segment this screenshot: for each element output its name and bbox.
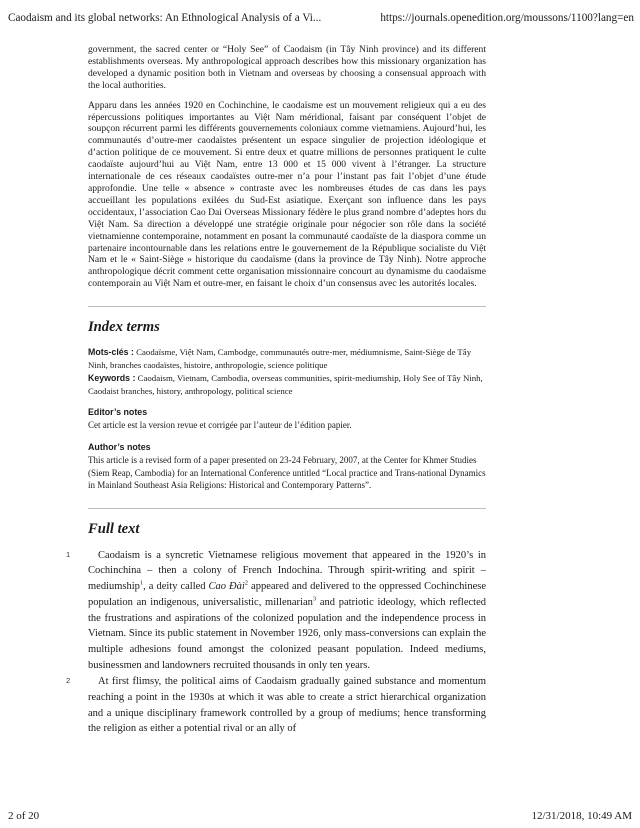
section-divider xyxy=(88,508,486,509)
paragraph-text-run: appeared and delivered to the oppressed Cochinchinese population an indigenous, universalistic, millenarian xyxy=(88,581,486,608)
full-text-heading: Full text xyxy=(88,520,140,537)
paragraph-text-run: Caodaism is a syncretic Vietnamese religious movement that appeared in the 1920’s in Cochinchina – then a colony of French Indochina. Through spirit-writing and spirit –mediumship xyxy=(88,549,486,593)
paragraph-text xyxy=(88,548,486,674)
paragraph-number: 1 xyxy=(66,549,71,559)
editors-notes-text: Cet article est la version revue et corrigée par l’auteur de l’édition papier. xyxy=(88,420,352,431)
keywords-french xyxy=(88,346,486,372)
index-terms-heading: Index terms xyxy=(88,319,160,336)
paragraph-2 xyxy=(66,674,486,737)
footnote-ref-1[interactable]: 1 xyxy=(139,579,144,587)
abstract-section xyxy=(88,44,486,290)
section-divider xyxy=(88,306,486,307)
editors-notes-heading: Editor’s notes xyxy=(88,407,148,418)
paragraph-number: 2 xyxy=(66,676,71,686)
keywords-english-terms[interactable]: Caodaism, Vietnam, Cambodia, overseas communities, spirit-mediumship, Holy See of Tây Ninh, Caodaist branches, history, anthropology, political science xyxy=(88,372,483,396)
paragraph-1 xyxy=(66,548,486,674)
print-header-url: https://journals.openedition.org/moussons/1100?lang=en xyxy=(380,12,634,24)
print-header-title: Caodaism and its global networks: An Ethnological Analysis of a Vi... xyxy=(8,12,322,24)
paragraph-text-run: , a deity called xyxy=(143,581,209,593)
footnote-ref-3[interactable]: 3 xyxy=(312,595,317,603)
paragraph-text: At first flimsy, the political aims of Caodaism gradually gained substance and momentum reaching a point in the 1930s at which it was able to create a strict hierarchical organization and a unique disciplinary framework controlled by a group of mediums; hence transforming the religion as either a potential rival or an ally of xyxy=(88,676,486,735)
print-footer-page: 2 of 20 xyxy=(8,810,40,822)
print-footer-datetime: 12/31/2018, 10:49 AM xyxy=(531,810,632,822)
keywords-english-label: Keywords : xyxy=(88,372,136,383)
abstract-english: government, the sacred center or “Holy See” of Caodaism (in Tây Ninh province) and its different establishments overseas. My anthropological approach describes how this missionary organization has developed a dynamic position both in Vietnam and overseas by choosing a consensual approach with the local authorities. xyxy=(88,44,486,91)
authors-notes-heading: Author’s notes xyxy=(88,441,151,452)
keywords-english xyxy=(88,372,486,398)
abstract-french: Apparu dans les années 1920 en Cochinchine, le caodaïsme est un mouvement religieux qui a eu des répercussions politiques importantes au Việt Nam méridional, faisant par conséquent l’objet de soupçon récurrent parmi les différents gouvernements coloniaux comme vietnamiens. Aujourd’hui, les communautés d’outre-mer caodaïstes présentent un espace singulier de projection idéologique et d’action politique de ce mouvement. Si entre deux et quatre millions de personnes pratiquent le culte caodaïste aujourd’hui au Việt Nam, entre 13 000 et 15 000 vivent à l’étranger. La structure internationale de ces réseaux caodaïstes outre-mer n’a pour l’instant pas fait l’objet d’une étude approfondie. Une telle « absence » contraste avec les nombreuses études de cas dans les pays accueillant les populations exilées du Sud-Est asiatique. Exerçant son influence dans les pays occidentaux, l’association Cao Dai Overseas Missionary fédère le plus grand nombre d’adeptes hors du Việt Nam. Sa direction a développé une stratégie originale pour négocier son rôle dans la société vietnamienne contemporaine, notamment en posant la communauté caodaïste de la diaspora comme un partenaire incontournable dans les relations entre le gouvernement de la République socialiste du Việt Nam et le « Saint-Siège » historique du caodaïsme (dans la province de Tây Ninh). Notre approche anthropologique décrit comment cette organisation missionnaire concourt au dynamisme du caodaïsme contemporain au Việt Nam et outre-mer, en faisant le choix d’un consensus avec les autorités locales. xyxy=(88,99,486,290)
article-page xyxy=(66,44,486,737)
full-text-body xyxy=(66,548,486,737)
keywords-french-label: Mots-clés : xyxy=(88,347,134,358)
footnote-ref-2[interactable]: 2 xyxy=(244,579,249,587)
authors-notes-text: This article is a revised form of a paper presented on 23-24 February, 2007, at the Center for Khmer Studies (Siem Reap, Cambodia) for an International Conference untitled “Local practice and Trans-national Dynamics in Mainland Southeast Asia Religions: Historical and Contemporary Patterns”. xyxy=(88,454,486,491)
keywords-french-terms[interactable]: Caodaïsme, Việt Nam, Cambodge, communautés outre-mer, médiumnisme, Saint-Siège de Tây Ninh, branches caodaïstes, histoire, anthropologie, science politique xyxy=(88,347,472,370)
paragraph-text-run: and patriotic ideology, which reflected the frustrations and aspirations of the colonized population and the independence process in Vietnam. Since its public statement in November 1926, only mass-conversions can explain the multiple adhesions found amongst the colonized peasant population. Indeed mediums, businessmen and landowners recruited thousands in only ten years. xyxy=(88,596,486,671)
term-cao-dai: Cao Đài xyxy=(208,581,245,593)
